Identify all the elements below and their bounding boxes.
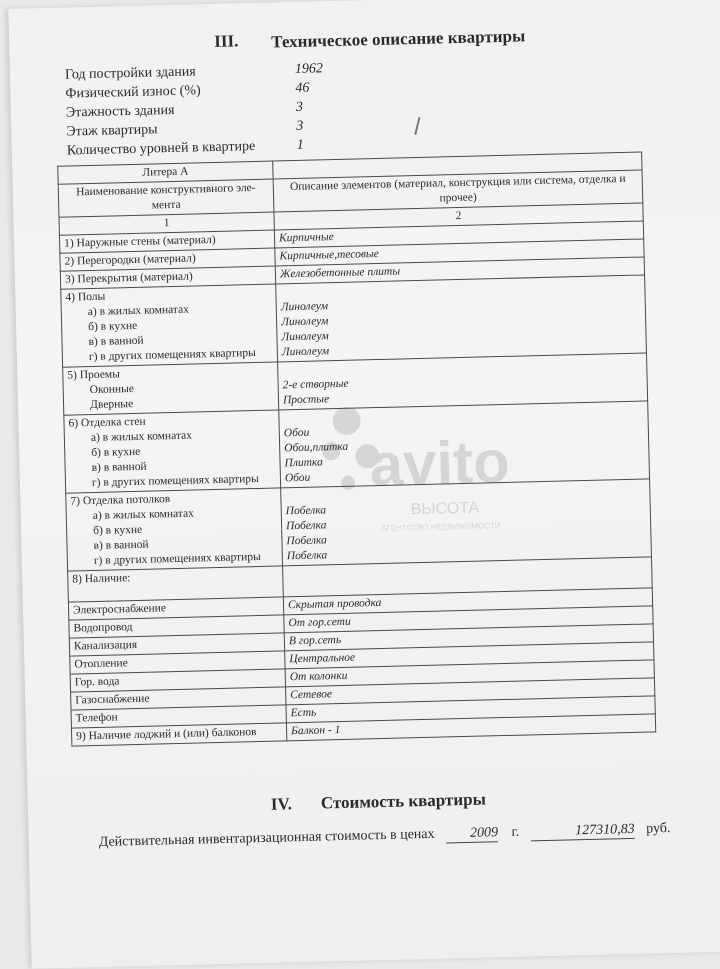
presence-name: Электроснабжение (68, 597, 283, 620)
cost-currency: руб. (645, 821, 671, 837)
wear-value: 46 (295, 80, 310, 96)
ceilings-desc: Побелка (286, 549, 328, 563)
floors-desc: Линолеум (280, 300, 329, 314)
section-4-title: Стоимость квартиры (320, 789, 487, 813)
walls-desc: Плитка (284, 456, 323, 470)
section-4-number: IV. (270, 794, 293, 814)
floors-item: г) в других помещениях квартиры (88, 346, 256, 364)
presence-title: 8) Наличие: (68, 566, 284, 602)
walls-item: в) в ванной (91, 460, 147, 475)
levels-label: Количество уровней в квартире (66, 138, 256, 159)
litera-cell: Литера А (58, 161, 273, 184)
cost-year: 2009 (446, 825, 498, 843)
walls-desc: Обои (283, 426, 310, 440)
presence-desc: От колонки (285, 660, 654, 687)
floors-desc: Линолеум (281, 330, 329, 344)
avito-watermark-logo (308, 387, 512, 562)
ceilings-title: 7) Отделка потолков (70, 493, 171, 508)
col2-number: 2 (274, 203, 643, 230)
openings-item: Дверные (89, 398, 134, 412)
openings-desc: 2-е створные (282, 377, 349, 392)
floors-desc: Линолеум (280, 315, 329, 329)
openings-item: Оконные (89, 382, 135, 397)
ceilings-item: г) в других помещениях квартиры (93, 550, 261, 568)
build-year-label: Год постройки здания (64, 64, 196, 83)
ceilings-desc: Побелка (285, 504, 327, 518)
row-desc: Кирпичные (274, 221, 643, 248)
walls-desc: Обои (284, 471, 311, 485)
col1-number: 1 (59, 212, 274, 235)
presence-name: Канализация (69, 633, 284, 656)
floors-item: б) в кухне (88, 319, 138, 334)
row-desc: Кирпичные,тесовые (275, 239, 644, 266)
ceilings-desc: Побелка (285, 519, 327, 533)
cost-label: Действительная инвентаризационная стоимость в ценах (98, 826, 435, 850)
floors-title: 4) Полы (65, 290, 106, 304)
presence-desc: Центральное (285, 642, 654, 669)
cost-amount: 127310,83 (531, 822, 635, 842)
floors-item: в) в ванной (88, 334, 144, 349)
cost-year-suffix: г. (511, 824, 520, 840)
floors-item: а) в жилых комнатах (87, 303, 190, 319)
presence-desc: Балкон - 1 (286, 714, 655, 741)
levels-value: 1 (296, 137, 304, 153)
apartment-floor-value: 3 (296, 118, 304, 134)
row-desc: Железобетонные плиты (275, 257, 644, 284)
walls-item: г) в других помещениях квартиры (91, 472, 259, 490)
row-name: 3) Перекрытия (материал) (60, 266, 275, 289)
walls-title: 6) Отделка стен (68, 415, 146, 430)
presence-name: Отопление (70, 651, 285, 674)
row-name: 1) Наружные стены (материал) (59, 230, 274, 253)
presence-desc: От гор.сети (284, 606, 653, 633)
row-name: 2) Перегородки (материал) (60, 248, 275, 271)
pencil-mark (414, 117, 420, 135)
presence-name: Телефон (71, 705, 286, 728)
presence-name: Водопровод (69, 615, 284, 638)
ceilings-item: а) в жилых комнатах (92, 507, 195, 523)
col1-header: Наименование конструктивного эле-мента (58, 179, 274, 217)
watermark-sub2: АГЕНТСТВО НЕДВИЖИМОСТИ (381, 521, 501, 533)
ceilings-desc: Побелка (286, 534, 327, 548)
floors-count-label: Этажность здания (65, 102, 175, 121)
section-3-title: Техническое описание квартиры (271, 26, 526, 52)
presence-desc: Есть (286, 696, 655, 723)
presence-desc: В гор.сеть (284, 624, 653, 651)
wear-label: Физический износ (%) (65, 83, 201, 102)
watermark-brand: avito (368, 427, 511, 499)
presence-desc: Скрытая проводка (283, 588, 652, 615)
ceilings-item: б) в кухне (93, 523, 143, 538)
cost-text (99, 821, 671, 852)
ceilings-item: в) в ванной (93, 538, 149, 553)
presence-desc: Сетевое (286, 678, 655, 705)
presence-name: Гор. вода (70, 669, 285, 692)
openings-title: 5) Проемы (67, 368, 121, 382)
watermark-sub1: ВЫСОТА (410, 499, 480, 519)
build-year-value: 1962 (294, 61, 324, 77)
document-page (8, 0, 720, 969)
presence-name: Газоснабжение (71, 687, 286, 710)
section-3-number: III. (214, 31, 239, 51)
presence-name: 9) Наличие лоджий и (или) балконов (71, 723, 286, 746)
walls-item: а) в жилых комнатах (90, 429, 193, 445)
floors-desc: Линолеум (281, 345, 330, 359)
apartment-floor-label: Этаж квартиры (66, 122, 158, 140)
table-row-floors (61, 275, 647, 367)
col2-header: Описание элементов (материал, конструкция или система, отделка и прочее) (273, 170, 643, 212)
walls-desc: Обои,плитка (284, 440, 349, 455)
openings-desc: Простые (282, 393, 330, 407)
floors-count-value: 3 (295, 99, 304, 115)
walls-item: б) в кухне (91, 445, 141, 460)
